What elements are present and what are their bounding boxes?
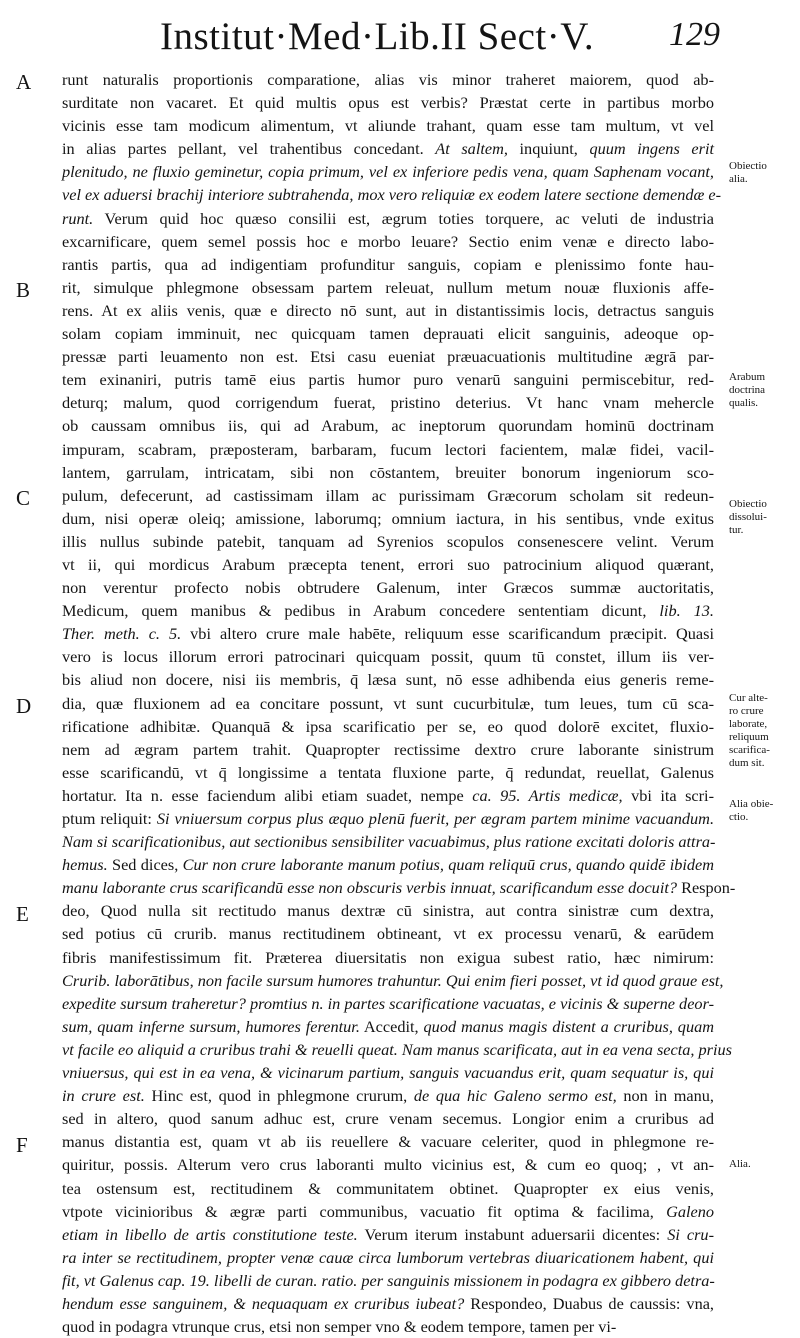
page-number: 129 (669, 16, 720, 53)
text-line: quod in podagra vtrunque crus, etsi non semper vno & eodem tempore, tamen per vi- (62, 1317, 617, 1337)
text-line: deo, Quod nulla sit rectitudo manus dextræ cū sinistra, aut contra sinistræ cum dextra, (62, 901, 714, 921)
text-line: plenitudo, ne fluxio geminetur, copia primum, vel ex inferiore pedis vena, quam Saphenam vocant, (62, 162, 714, 182)
text-line: non verentur profecto nobis obtrudere Galenum, inter Græcos summæ auctoritatis, (62, 578, 714, 598)
body-text (62, 68, 736, 1338)
text-line: Crurib. laborātibus, non facile sursum humores trahuntur. Qui enim fieri posset, vt id quod graue est, (62, 970, 724, 990)
text-line: tea ostensum est, rectitudinem & communitatem obtinet. Quapropter ex eius venis, (62, 1178, 714, 1198)
text-line: deturq; malum, quod corrigendum fuerat, pristino deterius. Vt hanc vnam mehercle (62, 393, 714, 413)
text-line: solam copiam imminuit, nec quicquam tamen deprauati elicit sanguinis, adeoque op- (62, 324, 714, 344)
section-letter-c: C (16, 486, 31, 510)
text-line: ob caussam omnibus iis, qui ad Arabum, ac ineptorum quorundam hominū doctrinam (62, 416, 714, 436)
text-line: fit, vt Galenus cap. 19. libelli de curan. ratio. per sanguinis missionem in podagra ex gibbero detra- (62, 1270, 715, 1290)
text-line: runt naturalis proportionis comparatione, alias vis minor traheret maiorem, quod ab- (62, 70, 714, 89)
text-line: lantem, garrulam, intricatam, sibi non cōstantem, breuiter bonorum ingeniorum sco- (62, 462, 714, 482)
text-line: quiritur, possis. Alterum vero crus laboranti multo vicinius est, & cum eo quoq; , vt an- (62, 1155, 714, 1175)
text-line: pressæ parti leuamento non est. Etsi casu eueniat præuacuationis multitudine ægrā par- (62, 347, 714, 367)
text-line: esse scarificandū, vt q̄ longissime a tentata fluxione parte, q̄ redundat, reuellat, Galenus (62, 762, 714, 782)
text-line: hortatur. Ita n. esse faciendum alibi etiam suadet, nempe ca. 95. Artis medicæ, vbi ita scri- (62, 785, 714, 805)
text-line: vt ii, qui mordicus Arabum præcepta tenent, errori suo patrocinium aliquod quærant, (62, 554, 714, 574)
text-line: Ther. meth. c. 5. vbi altero crure male habēte, reliquum esse scarificandum præcipit. Quasi (62, 624, 714, 644)
text-line: etiam in libello de artis constitutione teste. Verum iterum instabunt aduersarii dicentes: Si cru- (62, 1224, 714, 1244)
text-line: bis aliud non docere, nisi iis membris, q̄ læsa sunt, nō esse adhibenda eius generis reme- (62, 670, 714, 690)
text-line: ptum reliquit: Si vniuersum corpus plus æquo plenū fuerit, per ægram partem minime vacuandum. (62, 809, 715, 828)
text-line: vel ex aduersi brachij interiore subtrahenda, mox vero reliquiæ ex eodem latere sectione demendæ e- (62, 185, 722, 205)
text-line: vniuersus, qui est in ea vena, & vicinarum partium, sanguis vacuandus erit, quam sequatur is, qui (62, 1063, 714, 1083)
margin-note-obiectio: Obiectio alia. (729, 160, 767, 185)
text-line: illis nullus subinde patebit, tanquam ad Syrenios scopulos consenescere velint. Verum (62, 531, 714, 551)
text-line: in crure est. Hinc est, quod in phlegmone crurum, de qua hic Galeno sermo est, non in manu, (62, 1086, 714, 1106)
text-line: in alias partes pellant, vel trahentibus concedant. At saltem, inquiunt, quum ingens erit (62, 139, 714, 159)
section-letter-e: E (16, 902, 29, 926)
text-line: rificatione adhibitæ. Quanquā & ipsa scarificatio per se, eo quod dolorē excitet, fluxio- (62, 716, 714, 736)
margin-note-alia: Alia. (729, 1158, 751, 1170)
text-line: sed potius cū crurib. manus rectitudinem obtineant, vt ex processu venarū, & earūdem (62, 924, 714, 944)
section-letter-d: D (16, 694, 32, 718)
section-letter-b: B (16, 278, 31, 302)
margin-note-cur-altero: Cur alte- ro crure laborate, reliquum scarifica- dum sit. (729, 692, 770, 769)
text-line: surditate non vacaret. Et quid multis opus est verbis? Præstat certe in partibus morbo (62, 93, 714, 113)
text-line: manus distantia est, quam vt ab iis reuellere & vacuare celeriter, quod in phlegmone re- (62, 1132, 714, 1152)
text-line: runt. Verum quid hoc quæso consilii est, ægrum toties torquere, ac veluti de industria (62, 208, 714, 228)
text-line: hendum esse sanguinem, & nequaquam ex cruribus iubeat? Respondeo, Duabus de caussis: vna, (62, 1293, 715, 1313)
text-line: Nam si scarificationibus, aut sectionibus sensibiliter vacuabimus, plus ratione excitati doloris attra- (62, 832, 716, 852)
section-letter-a: A (16, 70, 32, 94)
running-title: Institut·Med·Lib.II Sect·V. (160, 15, 595, 58)
text-line: vt facile eo aliquid a cruribus trahi & reuelli queat. Nam manus scarificata, aut in ea vena secta, prius (62, 1039, 733, 1059)
text-line: hemus. Sed dices, Cur non crure laborante manum potius, quam reliquū crus, quando quidē ibidem (62, 855, 715, 875)
text-line: ra inter se rectitudinem, propter venæ cauæ circa lumborum vertebras diuaricationem habent, qui (62, 1247, 714, 1267)
text-line: sed in altero, quod sanum adhuc est, crure venam secemus. Longior enim a cruribus ad (62, 1109, 714, 1129)
text-line: rens. At ex aliis venis, quæ e directo nō sunt, aut in distantissimis locis, detractus sanguis (62, 300, 714, 320)
text-line: fibris manifestissimum fit. Præterea diuersitatis non exigua subest ratio, hæc nimirum: (62, 947, 714, 967)
text-line: tem exinaniri, putris tamē eius partis humor puro venarū sanguini permiscebitur, red- (62, 370, 714, 390)
text-line: manu laborante crus scarificandū esse non obscuris verbis innuat, scarificandum esse docuit? Respon- (62, 878, 736, 898)
text-line: vero is locus illorum errori patrocinari quicquam possit, quum tū constet, illum iis ver- (62, 647, 714, 667)
margin-note-dissoluitur: Obiectio dissolui- tur. (729, 498, 767, 536)
text-line: vtpote vicinioribus & ægræ parti communibus, vacuatio fit optima & facilima, Galeno (62, 1201, 714, 1221)
text-line: impuram, scabram, præposteram, barbaram, fucum lectori facientem, malæ fidei, vacil- (62, 439, 714, 459)
running-header (160, 14, 720, 62)
text-line: sum, quam inferne sursum, humores ferentur. Accedit, quod manus magis distent a cruribus, quam (62, 1016, 714, 1036)
margin-note-alia-obiectio: Alia obie- ctio. (729, 798, 774, 823)
text-line: expedite sursum traheretur? promtius n. in partes scarificatione vacuatas, e vicinis & superne deor- (62, 993, 714, 1013)
text-line: rantis partis, qua ad indigentiam profunditur sanguis, copiam e plenissimo fonte hau- (62, 254, 714, 274)
text-line: rit, simulque phlegmone obsessam partem releuat, nullum metum nouæ fluxionis affe- (62, 277, 714, 297)
text-line: dum, nisi operæ oleiq; amissione, laborumq; omnium iactura, in his sentibus, vnde exitus (62, 508, 714, 528)
text-line: nem ad ægram partem trahit. Quapropter rectissime dextro crure laborante sinistrum (62, 739, 714, 759)
section-letter-f: F (16, 1133, 28, 1157)
text-line: Medicum, quem manibus & pedibus in Arabum concedere sententiam dicunt, lib. 13. (62, 601, 715, 621)
margin-note-arabum: Arabum doctrina qualis. (729, 371, 766, 409)
text-line: vicinis esse tam modicum alimentum, vt aliunde trahant, quam esse tam multum, vt vel (62, 116, 714, 136)
text-line: excarnificare, quem semel possis hoc e morbo leuare? Sectio enim venæ e directo labo- (62, 231, 714, 251)
text-line: pulum, defecerunt, ad castissimam illam ac purissimam Græcorum scholam sit redeun- (62, 485, 714, 505)
text-line: dia, quæ fluxionem ad ea concitare possunt, vt sunt cucurbitulæ, tum leues, tum cū sca- (62, 693, 714, 713)
